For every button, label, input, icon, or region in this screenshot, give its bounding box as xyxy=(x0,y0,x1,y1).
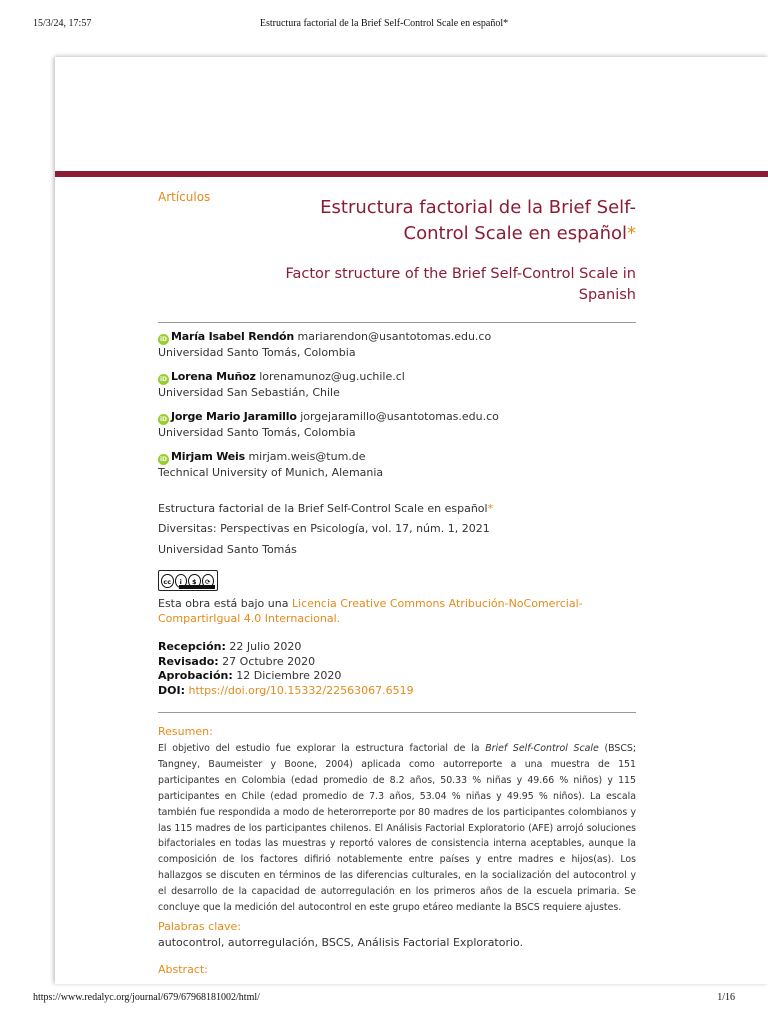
keywords-text: autocontrol, autorregulación, BSCS, Análisis Factorial Exploratorio. xyxy=(158,936,524,949)
revised-row xyxy=(158,655,414,670)
license-link[interactable]: Licencia Creative Commons Atribución-NoComercial-CompartirIgual 4.0 Internacional. xyxy=(158,597,583,625)
orcid-icon[interactable]: iD xyxy=(159,376,168,383)
doi-row xyxy=(158,684,414,699)
print-page-number: 1/16 xyxy=(717,992,735,1003)
author-email[interactable]: lorenamunoz@ug.uchile.cl xyxy=(259,370,405,383)
author-affiliation: Technical University of Munich, Alemania xyxy=(158,466,384,479)
received-date: 22 Julio 2020 xyxy=(229,640,302,653)
article-title xyxy=(256,195,636,247)
author-entry xyxy=(158,369,405,401)
print-header xyxy=(0,18,768,32)
author-entry xyxy=(158,329,491,361)
print-footer xyxy=(0,992,768,1006)
author-affiliation: Universidad San Sebastián, Chile xyxy=(158,386,340,399)
noncommercial-icon: $ xyxy=(188,574,201,588)
abstract-en-heading: Abstract: xyxy=(158,963,208,976)
revised-label: Revisado: xyxy=(158,654,219,668)
revised-date: 27 Octubre 2020 xyxy=(222,654,316,668)
section-label: Artículos xyxy=(158,190,211,204)
cc-icon: cc xyxy=(161,574,174,588)
author-entry xyxy=(158,409,499,441)
citation-publisher: Universidad Santo Tomás xyxy=(158,543,297,556)
author-name: Jorge Mario Jaramillo xyxy=(171,410,297,423)
citation-journal: Diversitas: Perspectivas en Psicología, vol. 17, núm. 1, 2021 xyxy=(158,522,490,535)
sharealike-icon: ⟳ xyxy=(202,574,215,588)
citation-title xyxy=(158,502,493,516)
article-page xyxy=(55,57,768,984)
title-footnote-mark[interactable]: * xyxy=(627,223,636,244)
author-name: María Isabel Rendón xyxy=(171,330,295,343)
attribution-icon: i xyxy=(175,574,188,588)
abstract-heading: Resumen: xyxy=(158,725,213,738)
article-title-text: Estructura factorial de la Brief Self-Control Scale en español xyxy=(320,197,636,244)
author-email[interactable]: jorgejaramillo@usantotomas.edu.co xyxy=(300,410,499,423)
license-prefix: Esta obra está bajo una xyxy=(158,597,289,610)
author-affiliation: Universidad Santo Tomás, Colombia xyxy=(158,346,356,359)
header-bar xyxy=(55,171,768,177)
badge-strip xyxy=(179,585,215,589)
doi-link[interactable]: https://doi.org/10.15332/22563067.6519 xyxy=(188,683,414,697)
approved-date: 12 Diciembre 2020 xyxy=(236,669,342,682)
author-email[interactable]: mirjam.weis@tum.de xyxy=(248,450,366,463)
received-row xyxy=(158,640,414,655)
keywords-heading: Palabras clave: xyxy=(158,920,241,933)
divider xyxy=(158,322,636,323)
license-statement xyxy=(158,597,636,626)
article-subtitle: Factor structure of the Brief Self-Control Scale in Spanish xyxy=(285,266,636,303)
cc-license-badge[interactable] xyxy=(158,570,218,591)
received-label: Recepción: xyxy=(158,640,226,653)
orcid-icon[interactable]: iD xyxy=(159,456,168,463)
doi-label: DOI: xyxy=(158,683,185,697)
orcid-icon[interactable]: iD xyxy=(159,416,168,423)
author-entry xyxy=(158,449,383,481)
abstract-part2: (BSCS; Tangney, Baumeister y Boone, 2004) aplicada como autorreporte a una muestra de 151 participantes en Colombia (edad promedio de 8.2 años, 50.33 % niñas y 49.66 % niños) y 115 participantes en Chile (edad promedio de 7.3 años, 53.04 % niñas y 49.95 % niños). La escala también fue respondida a modo de heterorreporte por 80 madres de los participantes colombianos y las 115 madres de los participantes chilenos. El Análisis Factorial Exploratorio (AFE) arrojó soluciones bifactoriales en todas las muestras y reportó valores de consistencia interna aceptables, aunque la composición de los factores difirió notablemente entre países y entre madres e hijos(as). Los hallazgos se discuten en términos de las diferencias culturales, en la socialización del autocontrol y el desarrollo de la capacidad de autorregulación en los primeros años de la escuela primaria. Se concluye que la medición del autocontrol en este grupo etáreo mediante la BSCS requiere ajustes. xyxy=(158,743,637,914)
abstract-part1: El objetivo del estudio fue explorar la estructura factorial de la xyxy=(158,743,480,754)
abstract-scale-name: Brief Self-Control Scale xyxy=(485,743,599,754)
author-email[interactable]: mariarendon@usantotomas.edu.co xyxy=(297,330,492,343)
orcid-icon[interactable]: iD xyxy=(159,336,168,343)
author-name: Mirjam Weis xyxy=(171,450,245,463)
abstract-text xyxy=(158,741,636,916)
citation-footnote-mark[interactable]: * xyxy=(487,502,494,515)
publication-dates xyxy=(158,640,414,698)
divider xyxy=(158,712,636,713)
author-affiliation: Universidad Santo Tomás, Colombia xyxy=(158,426,356,439)
print-doc-title: Estructura factorial de la Brief Self-Control Scale en español* xyxy=(259,18,509,29)
author-name: Lorena Muñoz xyxy=(171,370,256,383)
approved-row xyxy=(158,669,414,684)
print-url: https://www.redalyc.org/journal/679/67968181002/html/ xyxy=(33,992,260,1003)
approved-label: Aprobación: xyxy=(158,669,233,682)
print-date: 15/3/24, 17:57 xyxy=(33,18,92,29)
citation-title-text: Estructura factorial de la Brief Self-Control Scale en español xyxy=(158,502,488,515)
